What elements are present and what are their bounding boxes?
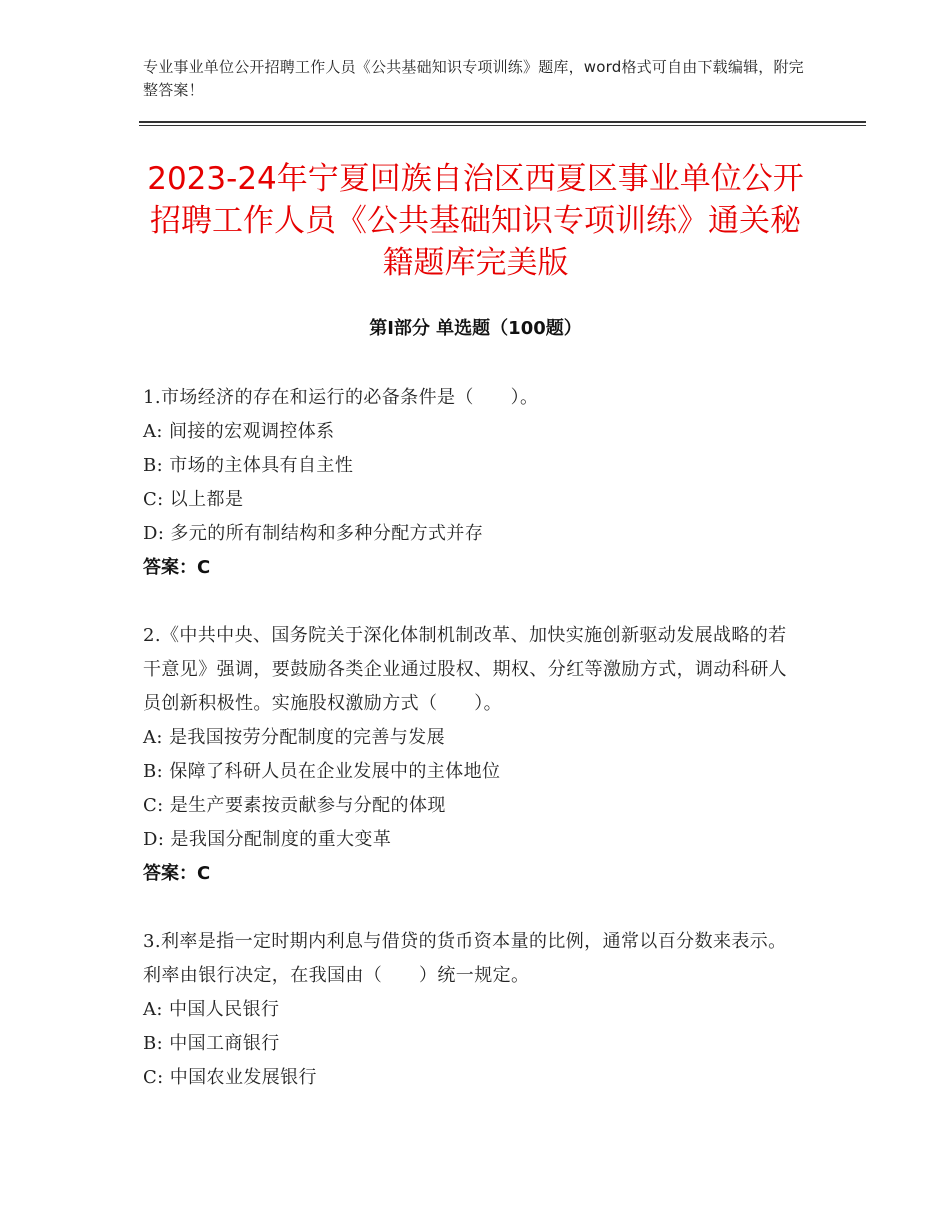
option-d: D: 是我国分配制度的重大变革 (143, 829, 392, 850)
answer-label: 答案：C (143, 557, 211, 578)
option-c: C: 以上都是 (143, 489, 244, 510)
part-heading: 第Ⅰ部分 单选题（100题） (369, 318, 582, 339)
question-stem: 1.市场经济的存在和运行的必备条件是（ ）。 (143, 387, 539, 408)
question-2 (143, 619, 803, 891)
option-b: B: 中国工商银行 (143, 1033, 280, 1054)
question-list (143, 381, 803, 1129)
option-c: C: 是生产要素按贡献参与分配的体现 (143, 795, 446, 816)
option-b: B: 保障了科研人员在企业发展中的主体地位 (143, 761, 501, 782)
option-a: A: 是我国按劳分配制度的完善与发展 (143, 727, 445, 748)
document-title: 2023-24年宁夏回族自治区西夏区事业单位公开招聘工作人员《公共基础知识专项训练》通关秘籍题库完美版 (147, 161, 804, 281)
header-rule-thick (139, 121, 866, 123)
answer-label: 答案：C (143, 863, 211, 884)
option-d: D: 多元的所有制结构和多种分配方式并存 (143, 523, 484, 544)
option-c: C: 中国农业发展银行 (143, 1067, 317, 1088)
header-note: 专业事业单位公开招聘工作人员《公共基础知识专项训练》题库，word格式可自由下载编辑，附完整答案！ (143, 58, 804, 99)
question-3 (143, 925, 803, 1095)
option-b: B: 市场的主体具有自主性 (143, 455, 354, 476)
header-rule-thin (139, 125, 866, 126)
option-a: A: 间接的宏观调控体系 (143, 421, 335, 442)
question-stem: 3.利率是指一定时期内利息与借贷的货币资本量的比例，通常以百分数来表示。利率由银行决定，在我国由（ ）统一规定。 (143, 931, 787, 986)
question-stem: 2.《中共中央、国务院关于深化体制机制改革、加快实施创新驱动发展战略的若干意见》强调，要鼓励各类企业通过股权、期权、分红等激励方式，调动科研人员创新积极性。实施股权激励方式（ ）。 (143, 625, 787, 714)
option-a: A: 中国人民银行 (143, 999, 280, 1020)
question-1 (143, 381, 803, 585)
